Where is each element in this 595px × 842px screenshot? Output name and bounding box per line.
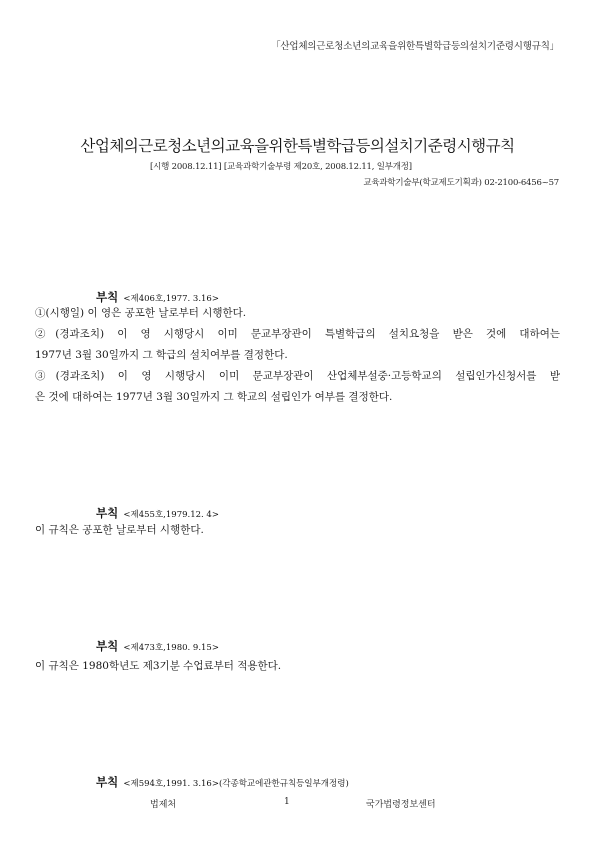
supplementary-body-473 xyxy=(35,656,560,677)
provision-line: ①(시행일) 이 영은 공포한 날로부터 시행한다. xyxy=(35,307,247,319)
provision-line: 1977년 3월 30일까지 그 학급의 설치여부를 결정한다. xyxy=(35,349,288,361)
supplementary-heading-473 xyxy=(96,638,219,654)
provision-line: ②(경과조치) 이 영 시행당시 이미 문교부장관이 특별학급의 설치요청을 받은 것에 대하여는 xyxy=(35,328,560,340)
supplementary-keyword: 부칙 xyxy=(96,775,119,789)
department-contact: 교육과학기술부(학교제도기획과) 02-2100-6456~57 xyxy=(363,178,559,188)
page-number: 1 xyxy=(284,797,290,807)
supplementary-body-455 xyxy=(35,520,560,541)
supplementary-keyword: 부칙 xyxy=(96,639,119,653)
supplementary-ref: <제455호,1979.12. 4> xyxy=(123,510,219,520)
provision-line: 은 것에 대하여는 1977년 3월 30일까지 그 학교의 설립인가 여부를 결정한다. xyxy=(35,391,393,403)
enforcement-info: [시행 2008.12.11] [교육과학기술부령 제20호, 2008.12.11, 일부개정] xyxy=(150,162,412,172)
provision-line: 이 규칙은 공포한 날로부터 시행한다. xyxy=(35,524,204,536)
supplementary-keyword: 부칙 xyxy=(96,290,119,304)
footer-publisher: 법제처 xyxy=(150,800,177,810)
supplementary-heading-594 xyxy=(96,774,349,790)
provision-line: ③(경과조치) 이 영 시행당시 이미 문교부장관이 산업체부설중·고등학교의 설립인가신청서를 받 xyxy=(35,370,560,382)
supplementary-ref: <제406호,1977. 3.16> xyxy=(123,294,219,304)
supplementary-body-406 xyxy=(35,303,560,408)
supplementary-ref: <제594호,1991. 3.16>(각종학교에관한규칙등일부개정령) xyxy=(123,779,349,789)
footer-source: 국가법령정보센터 xyxy=(366,800,436,810)
header-law-reference: 「산업체의근로청소년의교육을위한특별학급등의설치기준령시행규칙」 xyxy=(271,41,559,52)
supplementary-heading-455 xyxy=(96,505,219,521)
supplementary-ref: <제473호,1980. 9.15> xyxy=(123,643,219,653)
supplementary-keyword: 부칙 xyxy=(96,506,119,520)
provision-line: 이 규칙은 1980학년도 제3기분 수업료부터 적용한다. xyxy=(35,660,282,672)
document-title: 산업체의근로청소년의교육을위한특별학급등의설치기준령시행규칙 xyxy=(80,137,515,155)
